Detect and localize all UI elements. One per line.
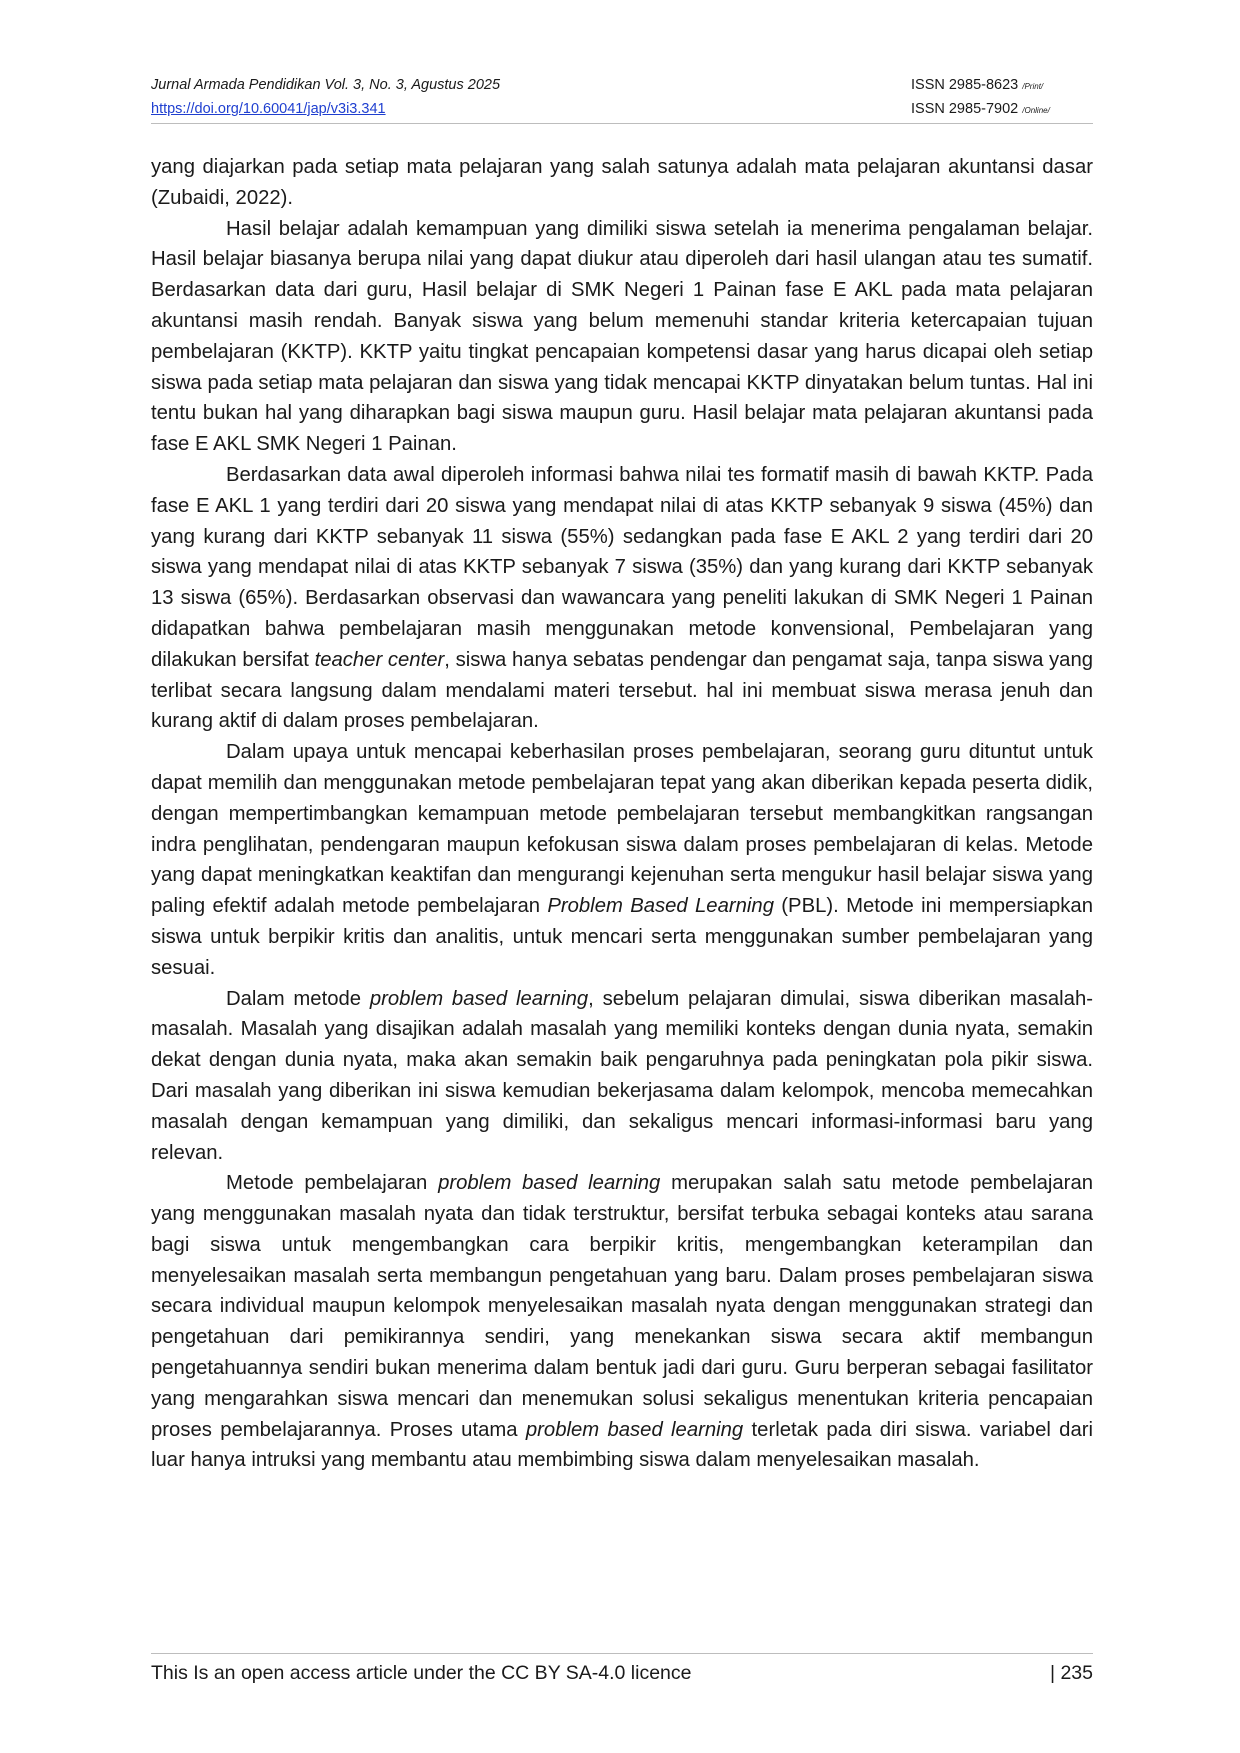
- italic-term: problem based learning: [525, 1418, 744, 1441]
- text-run: Metode pembelajaran: [226, 1172, 439, 1195]
- issn-print-label: /Print/: [1022, 82, 1044, 91]
- text-run: (PBL). Metode ini mempersiapkan siswa untuk berpikir kritis dan analitis, untuk mencari serta menggunakan sumber pembelajaran yang sesuai.: [151, 895, 1093, 979]
- issn-print-number: ISSN 2985-8623: [911, 77, 1019, 93]
- text-run: merupakan salah satu metode pembelajaran yang menggunakan masalah nyata dan tidak terstruktur, bersifat terbuka sebagai konteks atau sarana bagi siswa untuk mengembangkan cara berpikir kritis, mengembangkan keterampilan dan menyelesaikan masalah serta membangun pengetahuan yang baru. Dalam proses pembelajaran siswa secara individual maupun kelompok menyelesaikan masalah nyata dengan menggunakan strategi dan pengetahuan dari pemikirannya sendiri, yang menekankan siswa secara aktif membangun pengetahuannya sendiri bukan menerima dalam bentuk jadi dari guru. Guru berperan sebagai fasilitator yang mengarahkan siswa mencari dan menemukan solusi sekaligus menentukan kriteria pencapaian proses pembelajarannya. Proses utama: [151, 1172, 1093, 1441]
- doi-link[interactable]: https://doi.org/10.60041/jap/v3i3.341: [151, 101, 386, 117]
- italic-term: problem based learning: [369, 987, 589, 1010]
- article-body: [151, 152, 1093, 1476]
- body-paragraph: [151, 1168, 1093, 1476]
- text-run: , sebelum pelajaran dimulai, siswa diberikan masalah-masalah. Masalah yang disajikan adalah masalah yang memiliki konteks dengan dunia nyata, semakin dekat dengan dunia nyata, maka akan semakin baik pengaruhnya pada peningkatan pola pikir siswa. Dari masalah yang diberikan ini siswa kemudian bekerjasama dalam kelompok, mencoba memecahkan masalah dengan kemampuan yang dimiliki, dan sekaligus mencari informasi-informasi baru yang relevan.: [151, 987, 1093, 1164]
- journal-citation: Jurnal Armada Pendidikan Vol. 3, No. 3, Agustus 2025: [151, 77, 501, 93]
- text-run: terletak pada diri siswa. variabel dari luar hanya intruksi yang membantu atau membimbing siswa dalam menyelesaikan masalah.: [151, 1418, 1093, 1472]
- text-run: yang diajarkan pada setiap mata pelajaran yang salah satunya adalah mata pelajaran akuntansi dasar (Zubaidi, 2022).: [151, 156, 1093, 209]
- issn-online: [911, 98, 1093, 122]
- text-run: , siswa hanya sebatas pendengar dan pengamat saja, tanpa siswa yang terlibat secara langsung dalam mendalami materi tersebut. hal ini membuat siswa merasa jenuh dan kurang aktif di dalam proses pembelajaran.: [151, 648, 1094, 733]
- text-run: Dalam metode: [226, 987, 370, 1010]
- body-paragraph: [151, 152, 1093, 214]
- issn-online-label: /Online/: [1022, 106, 1050, 115]
- issn-print: [911, 74, 1093, 98]
- text-run: Hasil belajar adalah kemampuan yang dimiliki siswa setelah ia menerima pengalaman belajar. Hasil belajar biasanya berupa nilai yang dapat diukur atau diperoleh dari hasil ulangan atau tes sumatif. Berdasarkan data dari guru, Hasil belajar di SMK Negeri 1 Painan fase E AKL pada mata pelajaran akuntansi masih rendah. Banyak siswa yang belum memenuhi standar kriteria ketercapaian tujuan pembelajaran (KKTP). KKTP yaitu tingkat pencapaian kompetensi dasar yang harus dicapai oleh setiap siswa pada setiap mata pelajaran dan siswa yang tidak mencapai KKTP dinyatakan belum tuntas. Hal ini tentu bukan hal yang diharapkan bagi siswa maupun guru. Hasil belajar mata pelajaran akuntansi pada fase E AKL SMK Negeri 1 Painan.: [151, 217, 1093, 456]
- body-paragraph: [151, 737, 1093, 983]
- license-note: This Is an open access article under the CC BY SA-4.0 licence: [151, 1662, 692, 1684]
- body-paragraph: [151, 460, 1093, 737]
- running-header: [151, 74, 1093, 124]
- body-paragraph: [151, 984, 1093, 1169]
- page-number: | 235: [1049, 1662, 1093, 1684]
- text-run: Dalam upaya untuk mencapai keberhasilan proses pembelajaran, seorang guru dituntut untuk dapat memilih dan menggunakan metode pembelajaran tepat yang akan diberikan kepada peserta didik, dengan mempertimbangkan kemampuan metode pembelajaran tersebut membangkitkan rangsangan indra penglihatan, pendengaran maupun kefokusan siswa dalam proses pembelajaran di kelas. Metode yang dapat meningkatkan keaktifan dan mengurangi kejenuhan serta mengukur hasil belajar siswa yang paling efektif adalah metode pembelajaran: [151, 741, 1093, 918]
- text-run: Berdasarkan data awal diperoleh informasi bahwa nilai tes formatif masih di bawah KKTP. Pada fase E AKL 1 yang terdiri dari 20 siswa yang mendapat nilai di atas KKTP sebanyak 9 siswa (45%) dan yang kurang dari KKTP sebanyak 11 siswa (55%) sedangkan pada fase E AKL 2 yang terdiri dari 20 siswa yang mendapat nilai di atas KKTP sebanyak 7 siswa (35%) dan yang kurang dari KKTP sebanyak 13 siswa (65%). Berdasarkan observasi dan wawancara yang peneliti lakukan di SMK Negeri 1 Painan didapatkan bahwa pembelajaran masih menggunakan metode konvensional, Pembelajaran yang dilakukan bersifat: [151, 463, 1093, 671]
- page-footer: [151, 1653, 1093, 1685]
- italic-term: teacher center: [314, 648, 445, 671]
- issn-online-number: ISSN 2985-7902: [911, 101, 1019, 117]
- body-paragraph: [151, 214, 1093, 460]
- italic-term: problem based learning: [438, 1172, 661, 1195]
- italic-term: Problem Based Learning: [547, 895, 774, 918]
